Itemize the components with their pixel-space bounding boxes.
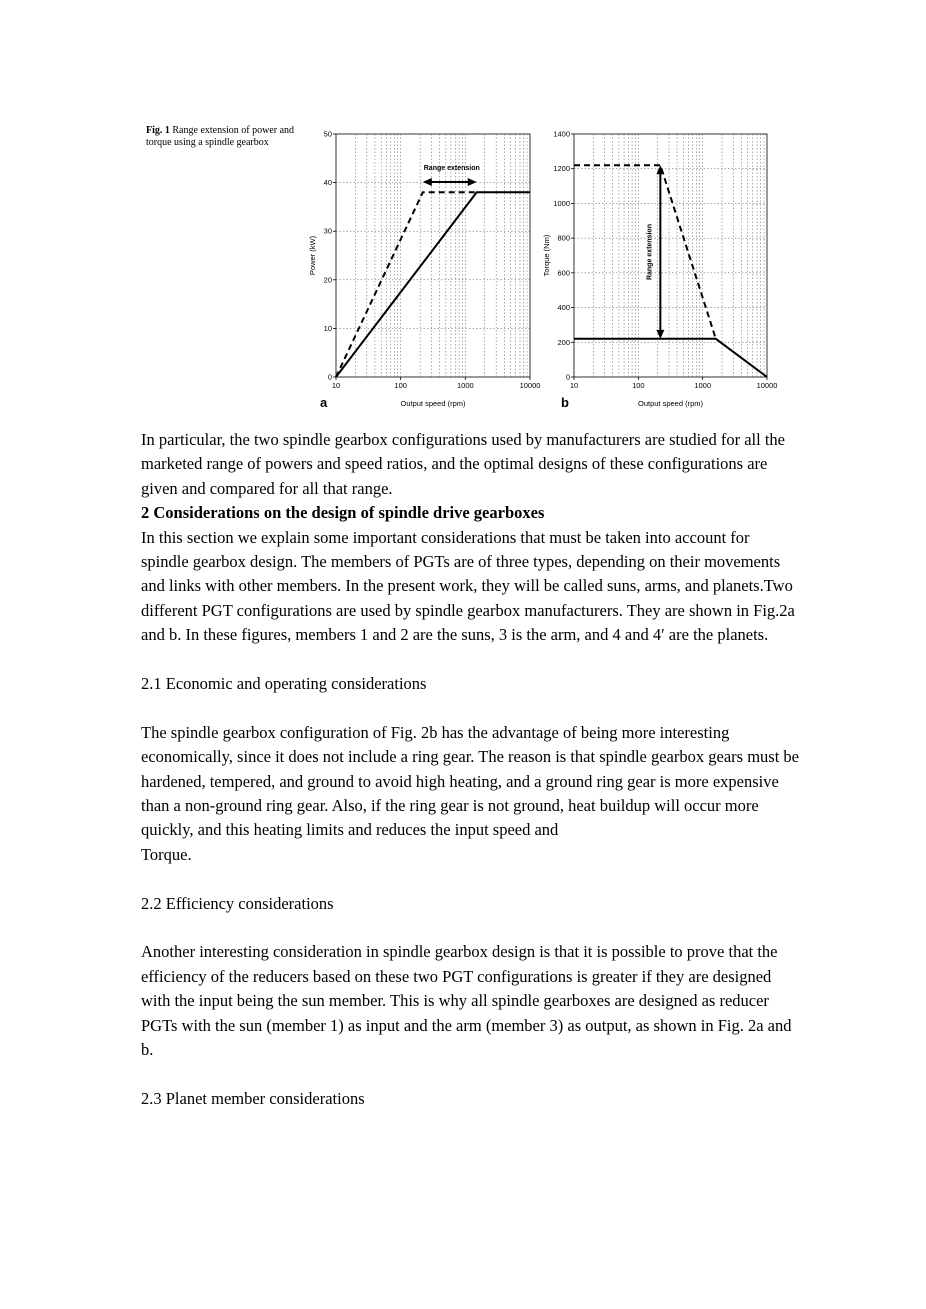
torque-xtick-label: 100 [632,381,645,390]
body-text [141,428,801,1111]
torque-ytick-label: 400 [557,303,570,313]
caption-label: Fig. 1 [146,125,170,136]
power-ytick-label: 40 [323,178,332,188]
torque-series-solid [574,339,767,377]
subsection-heading-2-1: 2.1 Economic and operating considerations [141,674,427,694]
power-range-annotation: Range extension [423,165,480,172]
power-range-arrow-head-right [468,178,477,186]
power-ytick-label: 50 [323,129,332,139]
torque-ytick-label: 1000 [553,198,570,208]
paragraph-efficiency: Another interesting consideration in spindle gearbox design is that it is possible to prove that the efficiency of the reducers based on these two PGT configurations is greater if they are designed with the input being the sun member. This is why all spindle gearboxes are designed as reducer PGTs with the sun (member 1) as input and the arm (member 3) as output, as shown in Fig. 2a and b. [141,942,792,1060]
power-xlabel: Output speed (rpm) [400,399,466,408]
torque-xlabel: Output speed (rpm) [637,399,704,408]
power-ytick-label: 0 [327,372,332,382]
power-xtick-label: 1000 [456,381,474,390]
power-xtick-label: 10000 [519,381,541,390]
torque-panel-letter: b [561,395,569,410]
power-ylabel: Power (kW) [308,235,317,276]
power-ytick-label: 30 [323,226,332,236]
torque-plot-frame [574,134,767,377]
torque-xtick-label: 1000 [694,381,712,390]
paragraph-section-2: In this section we explain some important considerations that must be taken into account for spindle gearbox design. The members of PGTs are of three types, depending on their movements and links with other members. In the present work, they will be called suns, arms, and planets.Two different PGT configurations are used by spindle gearbox manufacturers. They are shown in Fig.2a and b. In these figures, members 1 and 2 are the suns, 3 is the arm, and 4 and 4′ are the planets. [141,527,795,645]
power-xtick-label: 100 [394,381,407,390]
power-range-arrow-head-left [423,178,432,186]
torque-ytick-label: 800 [557,233,570,243]
paragraph-intro: In particular, the two spindle gearbox configurations used by manufacturers are studied for all the marketed range of powers and speed ratios, and the optimal designs of these configurations are given and compared for all that range. [141,430,785,498]
figure-1-charts [0,0,926,420]
torque-ytick-label: 600 [557,268,570,278]
power-xtick-label: 10 [331,381,341,390]
power-ytick-label: 20 [323,275,332,285]
caption-text: Range extension of power and torque using a spindle gearbox [146,125,295,148]
subsection-heading-2-3: 2.3 Planet member considerations [141,1088,365,1108]
torque-xtick-label: 10 [569,381,579,390]
paragraph-economic-end: Torque. [141,844,192,864]
torque-series-dashed [574,165,716,339]
torque-ytick-label: 0 [565,372,570,382]
torque-ytick-label: 200 [557,337,570,347]
torque-range-annotation: Range extension [646,224,654,281]
torque-ylabel: Torque (Nm) [542,234,551,277]
subsection-heading-2-2: 2.2 Efficiency considerations [141,893,334,913]
section-heading-2: 2 Considerations on the design of spindle drive gearboxes [141,503,545,523]
power-series-solid [336,192,530,377]
power-panel-letter: a [320,395,328,410]
power-ytick-label: 10 [323,323,332,333]
paragraph-economic: The spindle gearbox configuration of Fig. 2b has the advantage of being more interesting economically, since it does not include a ring gear. The reason is that spindle gearbox gears must be hardened, tempered, and ground to avoid high heating, and a ground ring gear is more expensive than a non-ground ring gear. Also, if the ring gear is not ground, heat buildup will occur more quickly, and this heating limits and reduces the input speed and [141,722,799,840]
torque-ytick-label: 1200 [553,164,570,174]
torque-xtick-label: 10000 [756,381,778,390]
torque-ytick-label: 1400 [553,129,570,139]
